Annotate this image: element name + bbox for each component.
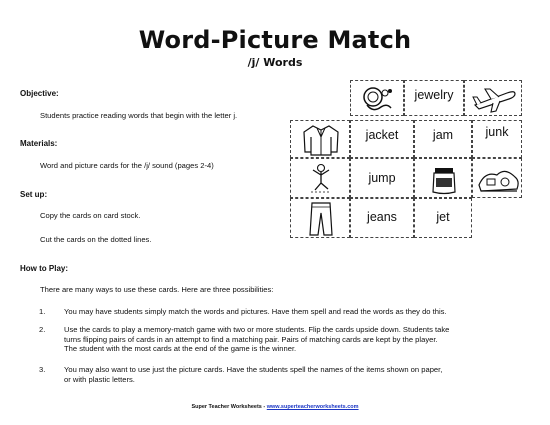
setup-line-1: Copy the cards on card stock. xyxy=(40,211,141,220)
card-jump-word xyxy=(350,158,414,198)
jet-icon xyxy=(465,81,523,117)
jam-icon xyxy=(415,159,473,199)
step-1-line-1: You may have students simply match the words and pictures. Have them spell and read the words as they do this. xyxy=(64,307,447,316)
jewelry-icon xyxy=(351,81,405,117)
step-2-line-3: The student with the most cards at the end of the game is the winner. xyxy=(64,344,297,353)
jacket-icon xyxy=(291,121,351,159)
footer-url-link[interactable]: www.superteacherworksheets.com xyxy=(266,404,359,410)
setup-heading: Set up: xyxy=(20,190,48,199)
card-jet-picture xyxy=(464,80,522,116)
card-junk-picture xyxy=(472,158,522,198)
card-jeans-word xyxy=(350,198,414,238)
card-junk-label: junk xyxy=(485,125,509,139)
card-junk-word xyxy=(472,120,522,158)
card-jam-label: jam xyxy=(432,128,454,142)
card-jacket-word xyxy=(350,120,414,158)
junk-icon xyxy=(473,159,523,199)
footer-brand: Super Teacher Worksheets xyxy=(191,404,262,410)
card-jam-word xyxy=(414,120,472,158)
step-2-text xyxy=(64,325,484,354)
card-jacket-label: jacket xyxy=(365,128,399,142)
page-subtitle: /j/ Words xyxy=(247,56,303,69)
page-title: Word-Picture Match xyxy=(138,26,412,54)
how-to-play-intro: There are many ways to use these cards. Here are three possibilities: xyxy=(40,285,274,294)
objective-text: Students practice reading words that begin with the letter j. xyxy=(40,111,238,120)
step-2-line-2: turns flipping pairs of cards in an attempt to find a matching pair. Pairs of matching cards are kept by the player. xyxy=(64,334,438,344)
card-jam-picture xyxy=(414,158,472,198)
step-3-number: 3. xyxy=(39,365,46,374)
footer-separator: - xyxy=(261,404,267,410)
card-jump-label: jump xyxy=(368,171,396,185)
card-jet-word xyxy=(414,198,472,238)
card-jump-picture xyxy=(290,158,350,198)
card-jewelry-picture xyxy=(350,80,404,116)
step-2-number: 2. xyxy=(39,325,46,334)
materials-heading: Materials: xyxy=(20,139,58,148)
objective-heading: Objective: xyxy=(20,89,59,98)
card-jewelry-word xyxy=(404,80,464,116)
footer xyxy=(0,404,550,410)
how-to-play-heading: How to Play: xyxy=(20,264,69,273)
step-3-line-1: You may also want to use just the picture cards. Have the students spell the names of the items shown on paper, xyxy=(64,365,443,374)
jeans-icon xyxy=(291,199,351,239)
card-jacket-picture xyxy=(290,120,350,158)
setup-line-2: Cut the cards on the dotted lines. xyxy=(40,235,152,244)
card-jewelry-label: jewelry xyxy=(414,88,454,102)
step-1-text xyxy=(64,307,484,317)
step-3-text xyxy=(64,365,484,384)
card-jeans-picture xyxy=(290,198,350,238)
card-jeans-label: jeans xyxy=(367,210,397,224)
materials-text: Word and picture cards for the /j/ sound (pages 2-4) xyxy=(40,161,214,170)
step-1-number: 1. xyxy=(39,307,46,316)
step-3-line-2: or with plastic letters. xyxy=(64,374,135,384)
jump-icon xyxy=(291,159,351,199)
step-2-line-1: Use the cards to play a memory-match game with two or more students. Flip the cards upside down. Students take xyxy=(64,325,450,334)
card-jet-label: jet xyxy=(436,210,450,224)
